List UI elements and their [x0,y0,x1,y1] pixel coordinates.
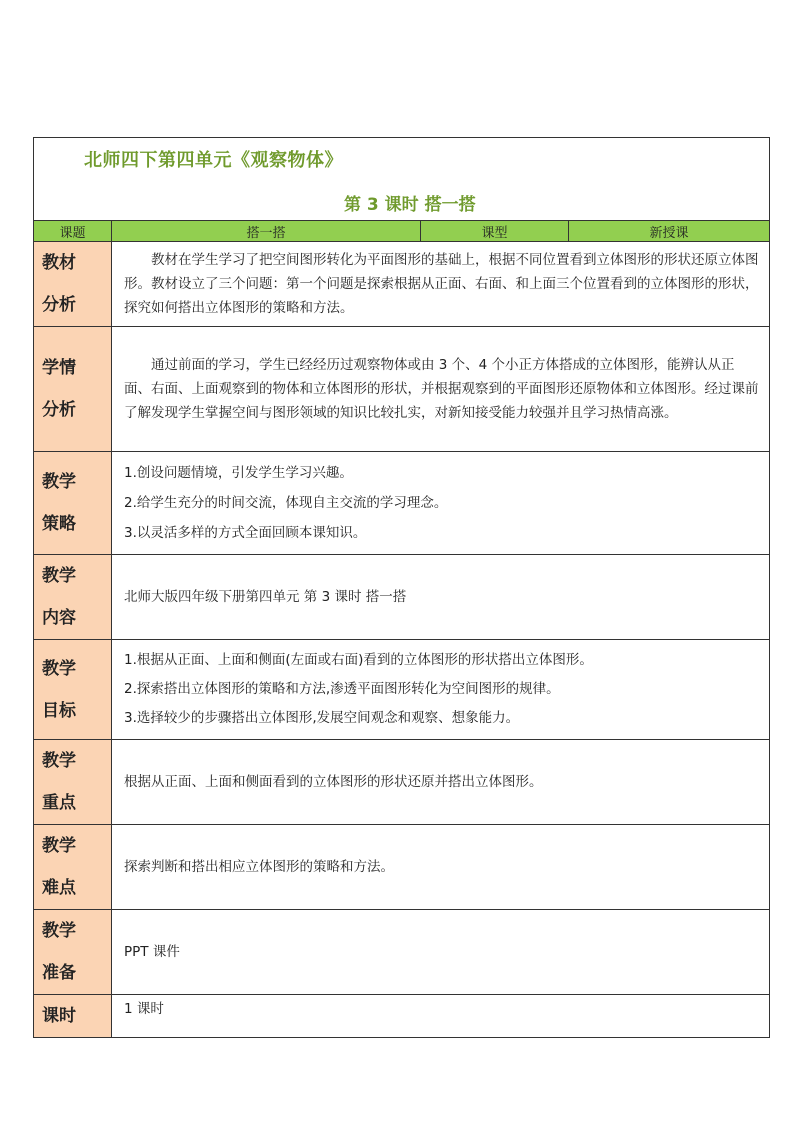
row-content [112,740,770,825]
row-student-analysis [34,327,770,452]
list-item: 2.给学生充分的时间交流，体现自主交流的学习理念。 [124,495,448,511]
row-teaching-content [34,555,770,640]
teaching-content-text: 北师大版四年级下册第四单元 第 3 课时 搭一搭 [124,589,407,605]
list-item: 2.探索搭出立体图形的策略和方法,渗透平面图形转化为空间图形的规律。 [124,681,560,697]
row-content [112,555,770,640]
row-content [112,242,770,327]
row-teaching-strategy [34,452,770,555]
row-content [112,825,770,910]
row-label: 学情 分析 [34,327,112,452]
student-analysis-text: 通过前面的学习，学生已经经历过观察物体或由 3 个、4 个小正方体搭成的立体图形，能辨认从正面、右面、上面观察到的物体和立体图形的形状，并根据观察到的平面图形还原物体和立体图形。经过课前了解发现学生掌握空间与图形领域的知识比较扎实，对新知接受能力较强并且学习热情高涨。 [124,357,759,421]
row-label: 教学 重点 [34,740,112,825]
row-content [112,452,770,555]
row-preparation [34,910,770,995]
row-label: 教学 策略 [34,452,112,555]
class-hours-text: 1 课时 [124,1001,164,1017]
type-value: 新授课 [569,221,770,242]
lesson-plan-sheet [33,137,769,1038]
unit-title: 北师四下第四单元《观察物体》 [84,150,343,171]
row-material-analysis [34,242,770,327]
header-row [34,138,770,221]
row-label: 教学 目标 [34,640,112,740]
header-cell [34,138,770,221]
lesson-title: 第 3 课时 搭一搭 [344,195,476,215]
preparation-text: PPT 课件 [124,944,180,960]
row-key-points [34,740,770,825]
row-label: 教学 难点 [34,825,112,910]
difficulties-text: 探索判断和搭出相应立体图形的策略和方法。 [124,859,394,875]
list-item: 3.选择较少的步骤搭出立体图形,发展空间观念和观察、想象能力。 [124,710,520,726]
list-item: 3.以灵活多样的方式全面回顾本课知识。 [124,525,367,541]
topic-value: 搭一搭 [112,221,421,242]
row-difficulties [34,825,770,910]
material-analysis-text: 教材在学生学习了把空间图形转化为平面图形的基础上，根据不同位置看到立体图形的形状还原立体图形。教材设立了三个问题：第一个问题是探索根据从正面、右面、和上面三个位置看到的立体图形的形状，探究如何搭出立体图形的策略和方法。 [124,252,759,316]
row-label: 课时 [34,995,112,1038]
list-item: 1.根据从正面、上面和侧面(左面或右面)看到的立体图形的形状搭出立体图形。 [124,652,593,668]
key-points-text: 根据从正面、上面和侧面看到的立体图形的形状还原并搭出立体图形。 [124,774,543,790]
row-content [112,327,770,452]
row-content [112,640,770,740]
type-label: 课型 [421,221,569,242]
info-row [34,221,770,242]
row-class-hours [34,995,770,1038]
row-teaching-goals [34,640,770,740]
row-label: 教学 准备 [34,910,112,995]
row-content [112,995,770,1038]
list-item: 1.创设问题情境，引发学生学习兴趣。 [124,465,353,481]
row-content [112,910,770,995]
row-label: 教材 分析 [34,242,112,327]
row-label: 教学 内容 [34,555,112,640]
topic-label: 课题 [34,221,112,242]
lesson-plan-table [33,137,770,1038]
